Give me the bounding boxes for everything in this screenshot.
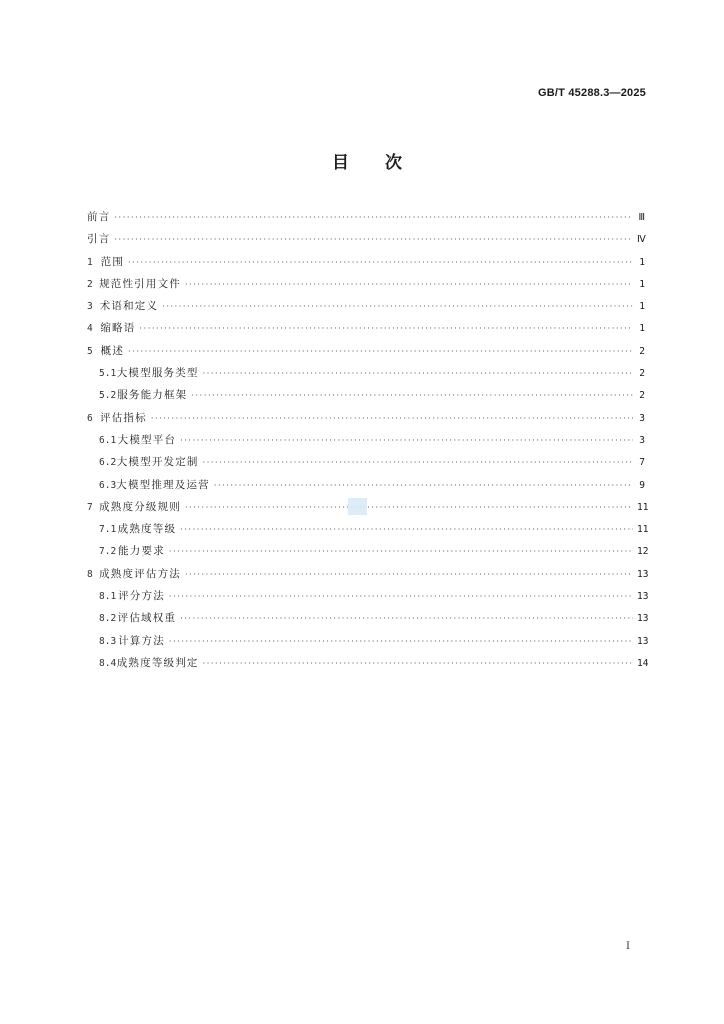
toc-entry-label: 大模型服务类型 bbox=[116, 367, 199, 380]
toc-entry-page: 1 bbox=[639, 323, 645, 335]
toc-title-char-2: 次 bbox=[385, 153, 402, 173]
toc-entry-label: 评估域权重 bbox=[117, 612, 177, 625]
toc-entry-page: Ⅲ bbox=[638, 212, 645, 223]
toc-entry-page: 2 bbox=[639, 368, 645, 380]
toc-entry-number: 5.2 bbox=[99, 390, 117, 402]
toc-dot-leader bbox=[114, 229, 633, 251]
toc-entry[interactable] bbox=[87, 585, 649, 607]
toc-entry-label: 服务能力框架 bbox=[117, 389, 188, 402]
toc-entry[interactable] bbox=[87, 407, 645, 429]
toc-entry-label: 前言 bbox=[87, 211, 111, 223]
toc-entry-label: 大模型推理及运营 bbox=[116, 478, 210, 491]
toc-entry-page: 13 bbox=[637, 635, 649, 647]
toc-entry-page: 3 bbox=[639, 412, 645, 424]
toc-entry-page: 7 bbox=[639, 457, 645, 469]
toc-entry-label: 评分方法 bbox=[118, 590, 165, 603]
toc-entry-page: 9 bbox=[639, 479, 645, 491]
toc-title-char-1: 目 bbox=[332, 153, 349, 173]
toc-entry-number: 8.1 bbox=[99, 591, 117, 603]
toc-title bbox=[0, 148, 724, 173]
toc-entry-page: 11 bbox=[637, 501, 649, 513]
toc-entry[interactable] bbox=[87, 474, 645, 496]
toc-entry-number: 3 bbox=[87, 301, 93, 313]
toc-entry-number: 4 bbox=[87, 323, 93, 335]
toc-dot-leader bbox=[185, 497, 633, 519]
toc-dot-leader bbox=[169, 541, 633, 563]
toc-dot-leader bbox=[128, 252, 633, 274]
toc-entry-page: 1 bbox=[639, 256, 645, 268]
toc-entry[interactable] bbox=[87, 563, 649, 585]
toc-entry-page: 14 bbox=[637, 657, 649, 669]
toc-dot-leader bbox=[185, 564, 633, 586]
toc-entry-page: 11 bbox=[637, 524, 649, 536]
toc-entry-label: 成熟度分级规则 bbox=[99, 500, 181, 513]
toc-entry-number: 7.1 bbox=[99, 524, 117, 536]
toc-entry-page: 3 bbox=[639, 434, 645, 446]
standard-number: GB/T 45288.3—2025 bbox=[538, 87, 646, 99]
toc-dot-leader bbox=[180, 519, 633, 541]
toc-entry-page: 2 bbox=[639, 390, 645, 402]
toc-entry-label: 评估指标 bbox=[100, 411, 147, 424]
toc-entry[interactable] bbox=[87, 317, 645, 339]
toc-entry-page: 12 bbox=[637, 546, 649, 558]
toc-entry-number: 7 bbox=[87, 501, 93, 513]
table-of-contents bbox=[87, 206, 649, 674]
toc-entry-label: 成熟度等级 bbox=[117, 523, 177, 536]
toc-entry-page: 13 bbox=[637, 568, 649, 580]
toc-entry[interactable] bbox=[87, 273, 645, 295]
toc-entry[interactable] bbox=[87, 630, 649, 652]
toc-entry-label: 大模型开发定制 bbox=[116, 456, 199, 469]
toc-entry-number: 8.2 bbox=[99, 613, 117, 625]
toc-entry-number: 7.2 bbox=[99, 546, 117, 558]
toc-entry-number: 6.1 bbox=[99, 434, 117, 446]
toc-entry[interactable] bbox=[87, 652, 649, 674]
toc-entry-label: 计算方法 bbox=[118, 634, 165, 647]
toc-entry-number: 5.1 bbox=[99, 368, 117, 380]
toc-entry-number: 6 bbox=[87, 412, 93, 424]
toc-dot-leader bbox=[169, 631, 633, 653]
toc-entry[interactable] bbox=[87, 362, 645, 384]
toc-entry-number: 8 bbox=[87, 568, 93, 580]
toc-dot-leader bbox=[169, 586, 633, 608]
toc-entry-number: 5 bbox=[87, 345, 93, 357]
toc-entry[interactable] bbox=[87, 384, 645, 406]
toc-entry-label: 术语和定义 bbox=[99, 300, 159, 313]
toc-dot-leader bbox=[203, 452, 633, 474]
toc-dot-leader bbox=[191, 385, 633, 407]
toc-dot-leader bbox=[214, 475, 633, 497]
toc-entry-label: 缩略语 bbox=[100, 322, 136, 335]
toc-entry-page: 13 bbox=[637, 613, 649, 625]
toc-entry[interactable] bbox=[87, 518, 649, 540]
toc-dot-leader bbox=[203, 363, 633, 385]
toc-dot-leader bbox=[139, 318, 633, 340]
toc-entry-number: 2 bbox=[87, 278, 93, 290]
toc-entry-label: 能力要求 bbox=[118, 545, 165, 558]
toc-entry-label: 成熟度等级判定 bbox=[116, 656, 199, 669]
toc-entry-page: 2 bbox=[639, 345, 645, 357]
toc-dot-leader bbox=[151, 408, 633, 430]
toc-dot-leader bbox=[185, 274, 633, 296]
toc-entry-page: 1 bbox=[639, 301, 645, 313]
toc-entry[interactable] bbox=[87, 251, 645, 273]
toc-entry-number: 1 bbox=[87, 256, 93, 268]
toc-entry[interactable] bbox=[87, 451, 645, 473]
toc-entry-page: Ⅳ bbox=[637, 234, 646, 246]
toc-entry[interactable] bbox=[87, 228, 645, 250]
toc-entry-label: 范围 bbox=[100, 255, 125, 268]
toc-entry-number: 8.4 bbox=[99, 657, 117, 669]
toc-entry-label: 大模型平台 bbox=[117, 433, 177, 446]
toc-entry[interactable] bbox=[87, 295, 645, 317]
toc-dot-leader bbox=[180, 430, 633, 452]
toc-dot-leader bbox=[128, 341, 633, 363]
toc-entry[interactable] bbox=[87, 540, 649, 562]
toc-entry-number: 8.3 bbox=[99, 635, 117, 647]
toc-entry-page: 1 bbox=[639, 278, 645, 290]
toc-entry[interactable] bbox=[87, 206, 645, 228]
toc-dot-leader bbox=[180, 608, 633, 630]
toc-entry-number: 6.2 bbox=[99, 457, 117, 469]
toc-dot-leader bbox=[114, 207, 633, 229]
toc-entry-label: 引言 bbox=[87, 233, 111, 246]
toc-entry-label: 概述 bbox=[100, 344, 125, 357]
page-number: I bbox=[626, 941, 630, 952]
toc-entry-number: 6.3 bbox=[99, 479, 117, 491]
text-highlight-mark bbox=[348, 498, 367, 515]
toc-entry-label: 规范性引用文件 bbox=[99, 277, 181, 290]
toc-dot-leader bbox=[203, 653, 633, 675]
toc-entry[interactable] bbox=[87, 607, 649, 629]
toc-dot-leader bbox=[162, 296, 633, 318]
toc-entry[interactable] bbox=[87, 429, 645, 451]
toc-entry-page: 13 bbox=[637, 591, 649, 603]
toc-entry[interactable] bbox=[87, 340, 645, 362]
toc-entry-label: 成熟度评估方法 bbox=[99, 567, 181, 580]
